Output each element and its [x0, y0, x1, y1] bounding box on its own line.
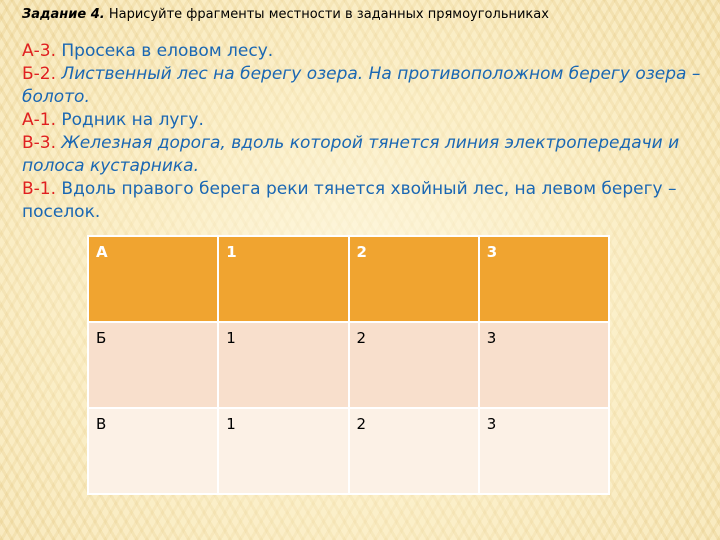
- grid-row-b: [88, 322, 609, 408]
- task-text: Лиственный лес на берегу озера. На противоположном берегу озера – болото.: [22, 64, 701, 107]
- task-code: А-3.: [22, 41, 56, 61]
- grid-cell[interactable]: Б: [88, 322, 218, 408]
- task-item: [22, 109, 712, 132]
- grid-row-c: [88, 408, 609, 494]
- grid-row-a: [88, 236, 609, 322]
- task-item: [22, 178, 712, 224]
- grid-cell[interactable]: 3: [479, 408, 609, 494]
- grid-cell[interactable]: 1: [218, 236, 348, 322]
- grid-cell[interactable]: 2: [349, 322, 479, 408]
- drawing-grid: [87, 235, 610, 495]
- task-instruction: Нарисуйте фрагменты местности в заданных прямоугольниках: [104, 7, 549, 22]
- task-text: Просека в еловом лесу.: [55, 41, 274, 61]
- grid-cell[interactable]: 3: [479, 236, 609, 322]
- task-item: [22, 40, 712, 63]
- grid-cell[interactable]: 2: [349, 236, 479, 322]
- task-list: [22, 40, 712, 224]
- grid-cell[interactable]: В: [88, 408, 218, 494]
- task-code: А-1.: [22, 110, 56, 130]
- grid-cell[interactable]: 1: [218, 408, 348, 494]
- task-label: Задание 4.: [22, 7, 105, 22]
- task-code: Б-2.: [22, 64, 57, 84]
- task-item: [22, 63, 712, 109]
- task-item: [22, 132, 712, 178]
- task-text: Родник на лугу.: [55, 110, 204, 130]
- grid-cell[interactable]: 3: [479, 322, 609, 408]
- task-header: [22, 6, 702, 23]
- task-text: Железная дорога, вдоль которой тянется линия электропередачи и полоса кустарника.: [22, 133, 680, 176]
- task-code: В-1.: [22, 179, 57, 199]
- grid-cell[interactable]: 2: [349, 408, 479, 494]
- grid-cell[interactable]: А: [88, 236, 218, 322]
- task-code: В-3.: [22, 133, 57, 153]
- grid-cell[interactable]: 1: [218, 322, 348, 408]
- task-text: Вдоль правого берега реки тянется хвойный лес, на левом берегу – поселок.: [22, 179, 677, 222]
